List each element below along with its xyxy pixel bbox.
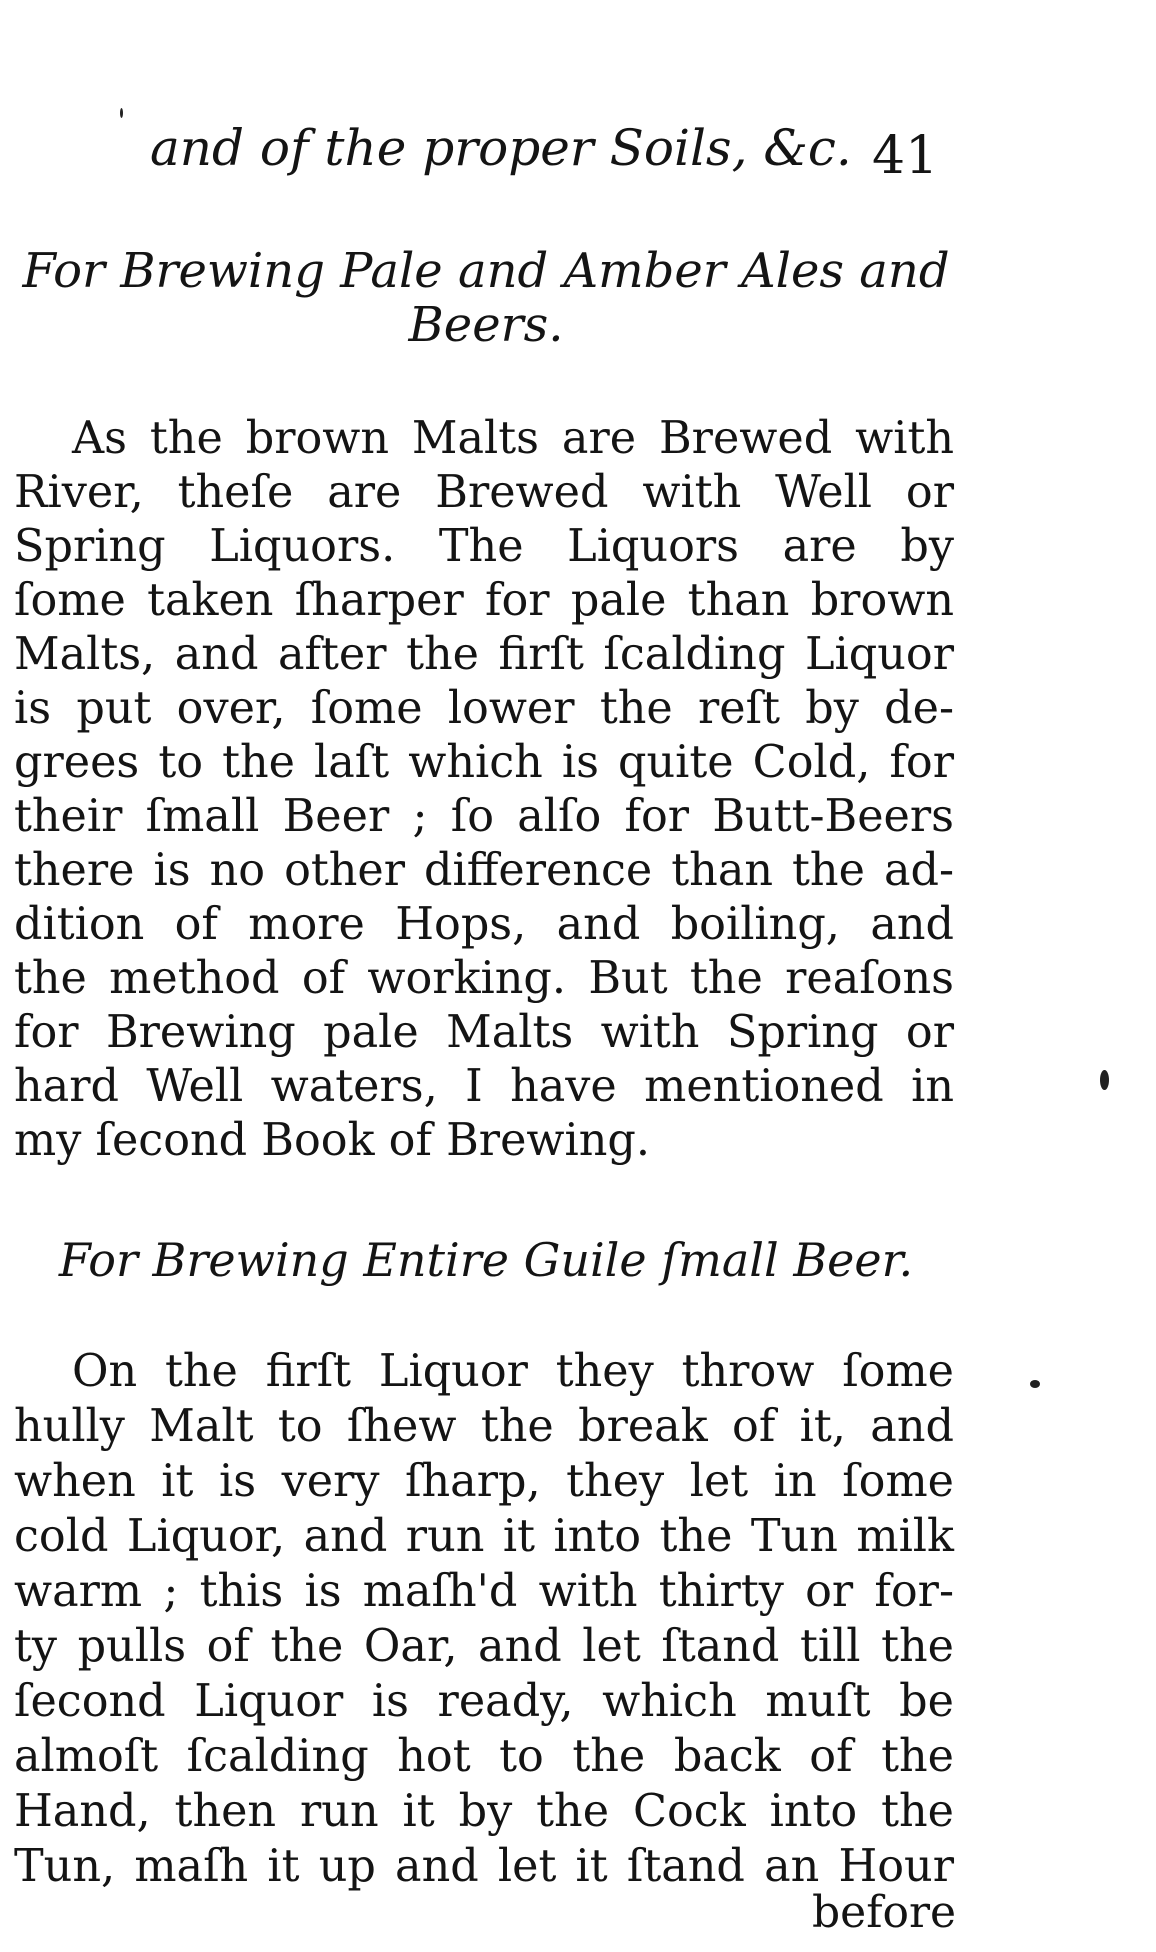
heading-line: For Brewing Entire Guile ſmall Beer. <box>58 1233 914 1287</box>
text-line: hard Well waters, I have mentioned in <box>14 1061 954 1112</box>
text-line: for Brewing pale Malts with Spring or <box>14 1007 954 1058</box>
ink-speck <box>1030 1380 1040 1388</box>
text-line: ſome taken ſharper for pale than brown <box>14 575 954 626</box>
section-heading-pale-ales <box>16 244 956 352</box>
heading-line: For Brewing Pale and Amber Ales and <box>22 243 950 299</box>
text-line: On the firſt Liquor they throw ſome <box>72 1346 954 1397</box>
heading-line: Beers. <box>408 297 564 353</box>
text-line: Hand, then run it by the Cock into the <box>14 1786 954 1837</box>
text-line: the method of working. But the reaſons <box>14 953 954 1004</box>
ink-speck <box>1100 1070 1109 1090</box>
page-number: 41 <box>872 126 939 186</box>
catchword: before <box>812 1887 957 1938</box>
ink-speck <box>120 108 123 118</box>
paragraph-small-beer <box>14 1344 954 1894</box>
section-heading-small-beer <box>16 1232 956 1288</box>
text-line: hully Malt to ſhew the break of it, and <box>14 1401 954 1452</box>
text-line: is put over, ſome lower the reſt by de- <box>14 683 954 734</box>
text-line: almoſt ſcalding hot to the back of the <box>14 1731 954 1782</box>
text-line: Malts, and after the firſt ſcalding Liquor <box>14 629 954 680</box>
text-line: ſecond Liquor is ready, which muſt be <box>14 1676 954 1727</box>
text-line: their ſmall Beer ; ſo alſo for Butt-Beers <box>14 791 954 842</box>
text-line: As the brown Malts are Brewed with <box>72 413 954 464</box>
text-line: grees to the laſt which is quite Cold, for <box>14 737 954 788</box>
text-line: Spring Liquors. The Liquors are by <box>14 521 954 572</box>
text-line: dition of more Hops, and boiling, and <box>14 899 954 950</box>
text-line: ty pulls of the Oar, and let ſtand till the <box>14 1621 954 1672</box>
paragraph-pale-ales <box>14 412 954 1168</box>
text-line: Tun, maſh it up and let it ſtand an Hour <box>14 1841 954 1892</box>
running-head-title: and of the proper Soils, &c. <box>150 119 852 177</box>
text-line: River, theſe are Brewed with Well or <box>14 467 954 518</box>
text-line-last: my ſecond Book of Brewing. <box>14 1115 651 1166</box>
text-line: cold Liquor, and run it into the Tun milk <box>14 1511 954 1562</box>
text-line: when it is very ſharp, they let in ſome <box>14 1456 954 1507</box>
text-line: there is no other difference than the ad- <box>14 845 954 896</box>
text-line: warm ; this is maſh'd with thirty or for- <box>14 1566 954 1617</box>
